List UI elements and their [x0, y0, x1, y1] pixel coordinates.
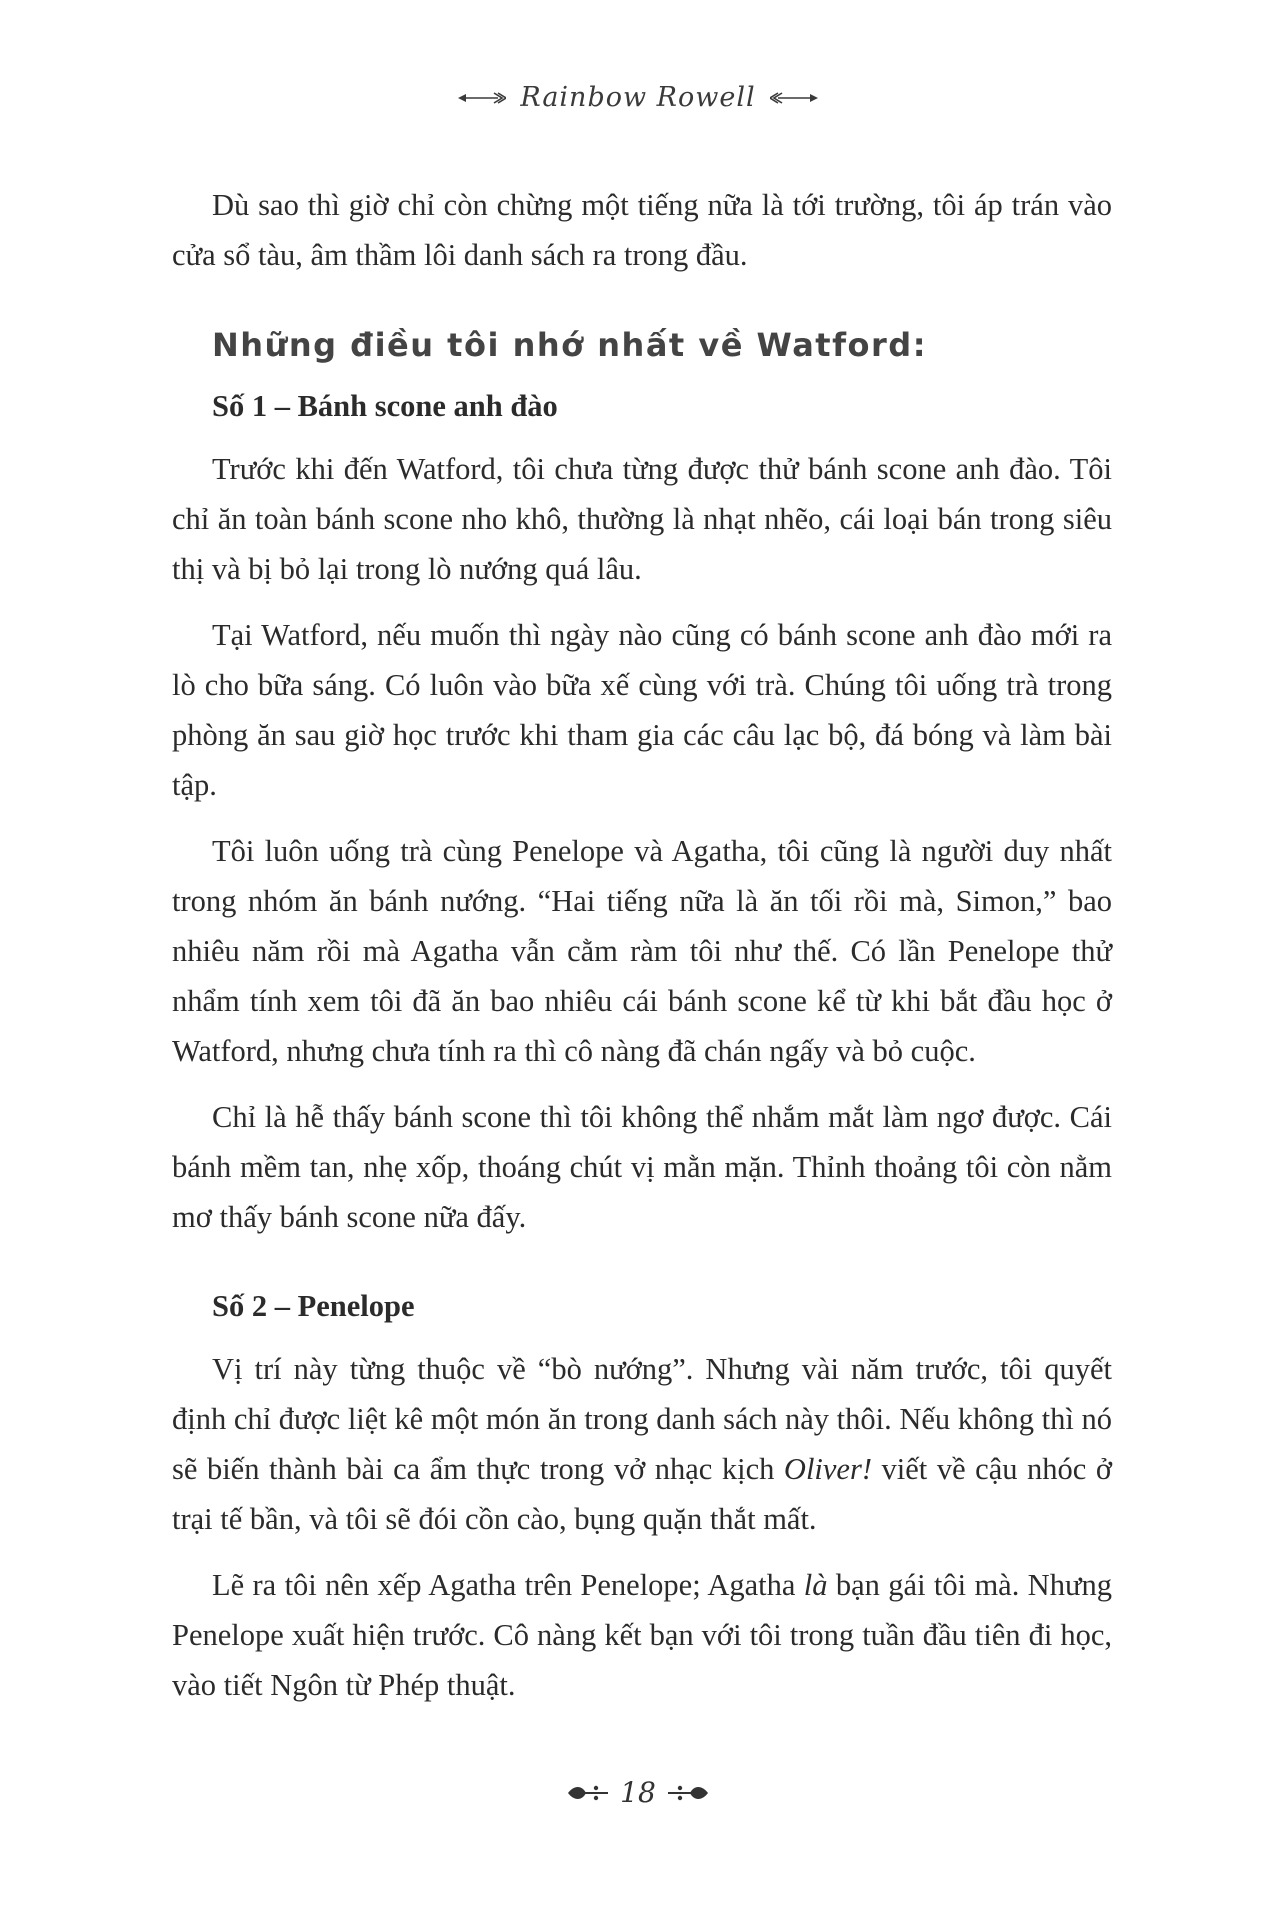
author-name: Rainbow Rowell: [520, 82, 756, 113]
text-run: Vị trí này từng thuộc về “bò nướng”. Nhưng vài năm trước, tôi quyết định chỉ được liệt kê một món ăn trong danh sách này thôi. Nếu không thì nó sẽ biến thành bài ca ẩm thực trong vở nhạc kịch: [172, 1352, 1112, 1486]
right-fleuron-icon: [666, 1782, 710, 1804]
item-2-paragraph-2: [172, 1560, 1112, 1710]
text-run: bạn gái tôi mà. Nhưng Penelope xuất hiện trước. Cô nàng kết bạn với tôi trong tuần đầu tiên đi học, vào tiết Ngôn từ Phép thuật.: [172, 1568, 1112, 1702]
item-1-heading: Số 1 – Bánh scone anh đào: [212, 389, 558, 423]
item-1-paragraph-2: Tại Watford, nếu muốn thì ngày nào cũng có bánh scone anh đào mới ra lò cho bữa sáng. Có luôn vào bữa xế cùng với trà. Chúng tôi uống trà trong phòng ăn sau giờ học trước khi tham gia các câu lạc bộ, đá bóng và làm bài tập.: [172, 618, 1112, 802]
running-header: [0, 82, 1276, 113]
text-run: viết về cậu nhóc ở trại tế bần, và tôi sẽ đói cồn cào, bụng quặn thắt mất.: [172, 1452, 1112, 1536]
text-column: [172, 180, 1112, 1726]
page-folio: [0, 1776, 1276, 1809]
section-heading: Những điều tôi nhớ nhất về Watford:: [212, 326, 927, 364]
item-1-paragraph-3: Tôi luôn uống trà cùng Penelope và Agatha, tôi cũng là người duy nhất trong nhóm ăn bánh nướng. “Hai tiếng nữa là ăn tối rồi mà, Simon,” bao nhiêu năm rồi mà Agatha vẫn cằm ràm tôi như thế. Có lần Penelope thử nhẩm tính xem tôi đã ăn bao nhiêu cái bánh scone kể từ khi bắt đầu học ở Watford, nhưng chưa tính ra thì cô nàng đã chán ngấy và bỏ cuộc.: [172, 834, 1112, 1068]
item-1-paragraph-4: Chỉ là hễ thấy bánh scone thì tôi không thể nhắm mắt làm ngơ được. Cái bánh mềm tan, nhẹ xốp, thoáng chút vị mằn mặn. Thỉnh thoảng tôi còn nằm mơ thấy bánh scone nữa đấy.: [172, 1100, 1112, 1234]
italic-title: Oliver!: [783, 1452, 872, 1486]
text-run: Lẽ ra tôi nên xếp Agatha trên Penelope; Agatha: [212, 1568, 804, 1602]
page-number: 18: [620, 1776, 656, 1809]
item-2-heading: Số 2 – Penelope: [212, 1289, 415, 1323]
item-2-paragraph-1: [172, 1344, 1112, 1544]
item-1-paragraph-1: Trước khi đến Watford, tôi chưa từng được thử bánh scone anh đào. Tôi chỉ ăn toàn bánh scone nho khô, thường là nhạt nhẽo, cái loại bán trong siêu thị và bị bỏ lại trong lò nướng quá lâu.: [172, 452, 1112, 586]
left-arrow-ornament-icon: [458, 91, 506, 105]
intro-paragraph: Dù sao thì giờ chỉ còn chừng một tiếng nữa là tới trường, tôi áp trán vào cửa sổ tàu, âm thầm lôi danh sách ra trong đầu.: [172, 188, 1112, 272]
italic-emphasis: là: [803, 1568, 828, 1602]
left-fleuron-icon: [566, 1782, 610, 1804]
right-arrow-ornament-icon: [770, 91, 818, 105]
